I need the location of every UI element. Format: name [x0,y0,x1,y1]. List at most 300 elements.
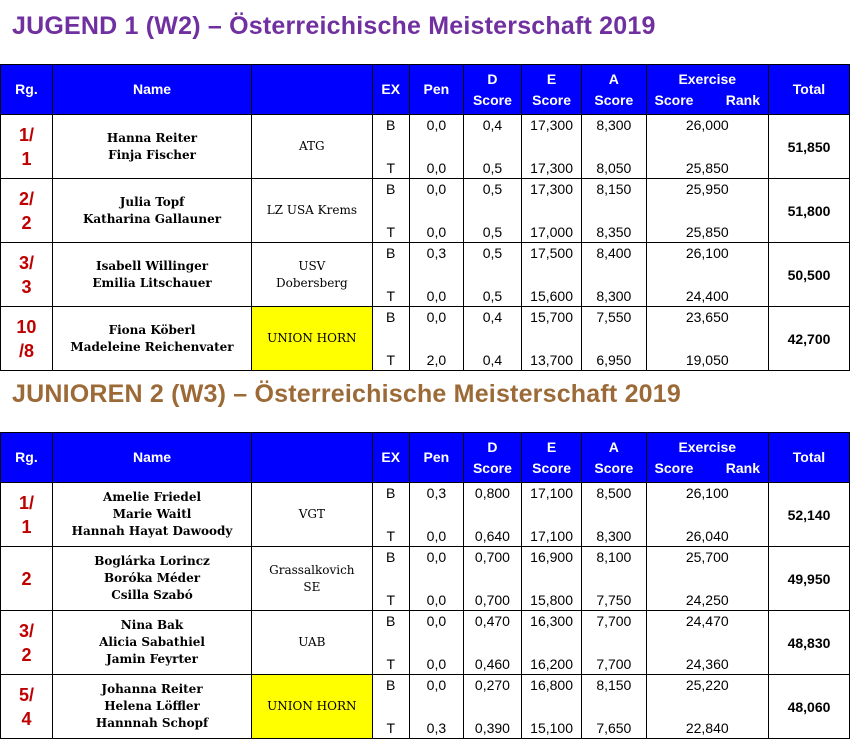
ex-cell [372,483,409,547]
e-cell [521,611,581,675]
e-stack [522,611,581,674]
header-d-score [463,433,521,483]
a-cell [582,179,646,243]
pen-stack [410,547,463,610]
gymnast-name: Helena Löffler [104,699,200,713]
ex-b-value: B [386,245,396,261]
d-t-value: 0,5 [482,288,503,304]
e-b-value: 16,900 [530,549,573,565]
ex-stack [373,115,409,178]
header-exercise-score: Score [654,459,694,476]
a-stack [582,243,645,306]
total-cell: 51,850 [768,115,849,179]
names-cell [52,307,251,371]
score-t-value: 25,850 [685,224,729,240]
d-t-value: 0,4 [482,352,503,368]
header-a-score-label: Score [594,459,634,476]
e-cell [521,675,581,739]
e-stack [522,675,581,738]
e-cell [521,243,581,307]
d-cell [463,179,521,243]
d-t-value: 0,640 [474,528,510,544]
pen-cell [409,611,463,675]
ex-stack [373,547,409,610]
ex-t-value: T [386,352,395,368]
d-cell [463,611,521,675]
e-stack [522,243,581,306]
header-exercise-sub [647,90,768,111]
score-b-value: 25,700 [685,549,729,565]
a-cell [582,483,646,547]
d-b-value: 0,4 [482,117,503,133]
score-cell [646,115,768,179]
d-t-value: 0,5 [482,224,503,240]
d-stack [464,243,521,306]
ex-cell [372,179,409,243]
score-t-value: 24,400 [685,288,729,304]
club-name: USV Dobersberg [275,258,348,290]
rank-cell [1,307,53,371]
score-b-value: 25,950 [685,181,729,197]
ex-t-value: T [386,720,395,736]
gymnast-name: Finja Fischer [108,147,196,162]
club-name: LZ USA Krems [266,203,357,217]
gymnast-name: Boglárka Lorincz [94,554,210,568]
pen-t-value: 0,0 [426,288,447,304]
club-name: VGT [298,507,325,521]
header-a-label: A [608,70,619,87]
header-club [252,433,372,483]
names-cell [52,115,251,179]
pen-cell [409,675,463,739]
e-cell [521,547,581,611]
a-cell [582,243,646,307]
d-t-value: 0,390 [474,720,510,736]
a-t-value: 8,300 [596,528,632,544]
pen-t-value: 0,0 [426,656,447,672]
header-total: Total [768,65,849,115]
ex-b-value: B [386,613,396,629]
a-b-value: 8,400 [596,245,632,261]
rank-cell [1,483,53,547]
header-rank: Rg. [1,65,53,115]
section-title: JUNIOREN 2 (W3) – Österreichische Meisterschaft 2019 [12,380,681,408]
pen-b-value: 0,3 [426,245,447,261]
a-t-value: 6,950 [596,352,632,368]
score-stack [647,675,768,738]
section-title: JUGEND 1 (W2) – Österreichische Meisterschaft 2019 [12,12,656,40]
ex-t-value: T [386,656,395,672]
a-b-value: 8,500 [596,485,632,501]
a-t-value: 7,650 [596,720,632,736]
ex-cell [372,547,409,611]
names-cell [52,675,251,739]
ex-b-value: B [386,677,396,693]
header-e-score-label: Score [532,459,572,476]
a-b-value: 7,700 [596,613,632,629]
total-cell: 49,950 [768,547,849,611]
e-b-value: 15,700 [530,309,573,325]
e-t-value: 17,000 [530,224,573,240]
score-stack [647,611,768,674]
a-b-value: 8,150 [596,181,632,197]
a-cell [582,307,646,371]
gymnast-name: Nina Bak [120,618,184,632]
club-cell [252,547,372,611]
ex-b-value: B [386,309,396,325]
e-b-value: 17,300 [530,181,573,197]
gymnast-name: Katharina Gallauner [82,211,222,226]
gymnast-name: Emilia Litschauer [92,275,212,290]
ex-cell [372,675,409,739]
pen-t-value: 0,0 [426,592,447,608]
header-exercise [646,433,768,483]
table-row [1,243,850,307]
rank-line-2: 2 [21,644,32,665]
rank-cell [1,675,53,739]
gymnast-name: Hanna Reiter [106,130,198,145]
club-name: Grassalkovich SE [269,562,355,594]
club-cell [252,243,372,307]
table-row [1,179,850,243]
e-stack [522,547,581,610]
gymnast-name: Fiona Köberl [108,322,196,337]
score-cell [646,243,768,307]
score-stack [647,307,768,370]
a-b-value: 7,550 [596,309,632,325]
e-cell [521,179,581,243]
pen-stack [410,243,463,306]
header-e-label: E [546,70,557,87]
d-stack [464,483,521,546]
header-exercise-label: Exercise [678,438,737,455]
d-cell [463,483,521,547]
total-cell: 52,140 [768,483,849,547]
score-b-value: 24,470 [685,613,729,629]
pen-b-value: 0,0 [426,117,447,133]
rank-cell [1,243,53,307]
club-name: UAB [298,635,326,649]
ex-stack [373,483,409,546]
rank-line-2: 2 [21,212,32,233]
total-cell: 42,700 [768,307,849,371]
header-d-score [463,65,521,115]
gymnast-name: Amelie Friedel [103,490,202,504]
names-cell [52,611,251,675]
header-exercise-rank: Rank [725,459,760,476]
d-stack [464,547,521,610]
gymnast-name: Boróka Méder [104,571,201,585]
score-t-value: 24,250 [685,592,729,608]
header-rank: Rg. [1,433,53,483]
e-t-value: 13,700 [530,352,573,368]
pen-stack [410,115,463,178]
ex-t-value: T [386,160,395,176]
header-e-score-label: Score [532,91,572,108]
pen-b-value: 0,0 [426,549,447,565]
rank-cell [1,547,53,611]
pen-b-value: 0,0 [426,309,447,325]
d-t-value: 0,460 [474,656,510,672]
a-b-value: 8,100 [596,549,632,565]
rank-line-1: 3/ [18,252,34,273]
pen-cell [409,115,463,179]
gymnast-name: Alicia Sabathiel [99,635,205,649]
names-cell [52,547,251,611]
e-b-value: 17,500 [530,245,573,261]
table-row [1,547,850,611]
ex-stack [373,307,409,370]
header-exercise-sub [647,458,768,479]
gymnast-name: Jamin Feyrter [106,652,198,666]
score-stack [647,179,768,242]
score-b-value: 26,100 [685,485,729,501]
d-b-value: 0,5 [482,245,503,261]
a-cell [582,675,646,739]
pen-cell [409,547,463,611]
gymnast-name: Johanna Reiter [101,682,203,696]
e-t-value: 17,100 [530,528,573,544]
d-t-value: 0,700 [474,592,510,608]
pen-stack [410,611,463,674]
header-total: Total [768,433,849,483]
a-stack [582,611,645,674]
ex-stack [373,675,409,738]
rank-line-1: 1/ [18,492,34,513]
club-name: UNION HORN [267,331,357,345]
club-name: ATG [299,139,325,153]
score-b-value: 26,000 [685,117,729,133]
gymnast-name: Madeleine Reichenvater [70,339,234,354]
gymnast-name: Csilla Szabó [111,588,193,602]
d-cell [463,115,521,179]
header-ex: EX [372,433,409,483]
club-name: UNION HORN [267,699,357,713]
rank-line-2: 3 [21,276,32,297]
d-b-value: 0,4 [482,309,503,325]
header-d-score-label: Score [472,91,512,108]
header-a-score [582,433,646,483]
e-stack [522,115,581,178]
e-b-value: 17,100 [530,485,573,501]
ex-stack [373,243,409,306]
e-stack [522,179,581,242]
a-t-value: 8,300 [596,288,632,304]
ex-cell [372,307,409,371]
ex-t-value: T [386,288,395,304]
header-ex: EX [372,65,409,115]
d-stack [464,611,521,674]
e-stack [522,307,581,370]
ex-stack [373,611,409,674]
d-b-value: 0,700 [474,549,510,565]
a-t-value: 7,750 [596,592,632,608]
d-b-value: 0,470 [474,613,510,629]
ex-b-value: B [386,549,396,565]
score-stack [647,547,768,610]
d-cell [463,307,521,371]
e-cell [521,115,581,179]
header-d-label: D [487,70,498,87]
d-t-value: 0,5 [482,160,503,176]
e-t-value: 16,200 [530,656,573,672]
score-t-value: 19,050 [685,352,729,368]
rank-line-1: 2 [21,568,32,589]
ex-b-value: B [386,485,396,501]
d-stack [464,179,521,242]
rank-line-1: 5/ [18,684,34,705]
score-stack [647,243,768,306]
score-cell [646,307,768,371]
score-b-value: 26,100 [685,245,729,261]
header-a-score-label: Score [594,91,634,108]
header-d-label: D [487,438,498,455]
header-e-score [521,433,581,483]
results-table [0,64,850,371]
e-b-value: 16,800 [530,677,573,693]
header-row [1,433,850,483]
gymnast-name: Julia Topf [119,194,185,209]
pen-cell [409,179,463,243]
e-b-value: 17,300 [530,117,573,133]
club-cell [252,115,372,179]
a-stack [582,547,645,610]
rank-cell [1,179,53,243]
table-row [1,483,850,547]
gymnast-name: Marie Waitl [112,507,192,521]
rank-line-2: 4 [21,708,32,729]
pen-t-value: 2,0 [426,352,447,368]
a-t-value: 8,050 [596,160,632,176]
d-cell [463,547,521,611]
d-b-value: 0,800 [474,485,510,501]
e-stack [522,483,581,546]
pen-b-value: 0,3 [426,485,447,501]
score-t-value: 24,360 [685,656,729,672]
rank-line-1: 3/ [18,620,34,641]
e-t-value: 15,800 [530,592,573,608]
score-cell [646,611,768,675]
ex-cell [372,115,409,179]
total-cell: 51,800 [768,179,849,243]
a-cell [582,547,646,611]
pen-t-value: 0,0 [426,160,447,176]
pen-b-value: 0,0 [426,677,447,693]
header-club [252,65,372,115]
score-t-value: 25,850 [685,160,729,176]
pen-stack [410,675,463,738]
rank-line-1: 10 [16,316,37,337]
table-row [1,611,850,675]
gymnast-name: Isabell Willinger [96,258,209,273]
score-cell [646,675,768,739]
header-a-label: A [608,438,619,455]
header-e-score [521,65,581,115]
e-b-value: 16,300 [530,613,573,629]
score-stack [647,115,768,178]
ex-t-value: T [386,528,395,544]
club-cell [252,675,372,739]
table-row [1,675,850,739]
rank-cell [1,611,53,675]
club-cell [252,611,372,675]
pen-t-value: 0,0 [426,224,447,240]
e-cell [521,307,581,371]
header-exercise [646,65,768,115]
pen-cell [409,307,463,371]
rank-line-1: 1/ [18,124,34,145]
names-cell [52,243,251,307]
a-b-value: 8,300 [596,117,632,133]
header-exercise-rank: Rank [725,91,760,108]
a-b-value: 8,150 [596,677,632,693]
pen-stack [410,483,463,546]
total-cell: 48,060 [768,675,849,739]
score-stack [647,483,768,546]
ex-b-value: B [386,181,396,197]
pen-cell [409,243,463,307]
a-t-value: 8,350 [596,224,632,240]
results-table [0,432,850,739]
gymnast-name: Hannah Hayat Dawoody [71,524,233,538]
d-cell [463,675,521,739]
rank-line-1: 2/ [18,188,34,209]
pen-t-value: 0,3 [426,720,447,736]
ex-t-value: T [386,224,395,240]
total-cell: 50,500 [768,243,849,307]
rank-cell [1,115,53,179]
d-stack [464,115,521,178]
gymnast-name: Hannnah Schopf [95,716,209,730]
ex-cell [372,611,409,675]
a-stack [582,675,645,738]
club-cell [252,179,372,243]
d-b-value: 0,270 [474,677,510,693]
pen-stack [410,179,463,242]
header-d-score-label: Score [472,459,512,476]
pen-b-value: 0,0 [426,181,447,197]
header-row [1,65,850,115]
a-stack [582,307,645,370]
rank-line-2: /8 [18,340,34,361]
d-b-value: 0,5 [482,181,503,197]
e-t-value: 17,300 [530,160,573,176]
names-cell [52,483,251,547]
header-pen: Pen [409,433,463,483]
a-stack [582,483,645,546]
score-t-value: 22,840 [685,720,729,736]
ex-b-value: B [386,117,396,133]
pen-cell [409,483,463,547]
rank-line-2: 1 [21,148,32,169]
ex-t-value: T [386,592,395,608]
club-cell [252,483,372,547]
header-e-label: E [546,438,557,455]
header-name: Name [52,433,251,483]
e-t-value: 15,100 [530,720,573,736]
table-row [1,115,850,179]
score-t-value: 26,040 [685,528,729,544]
table-row [1,307,850,371]
pen-b-value: 0,0 [426,613,447,629]
score-b-value: 25,220 [685,677,729,693]
club-cell [252,307,372,371]
pen-t-value: 0,0 [426,528,447,544]
header-exercise-label: Exercise [678,70,737,87]
pen-stack [410,307,463,370]
ex-cell [372,243,409,307]
a-t-value: 7,700 [596,656,632,672]
